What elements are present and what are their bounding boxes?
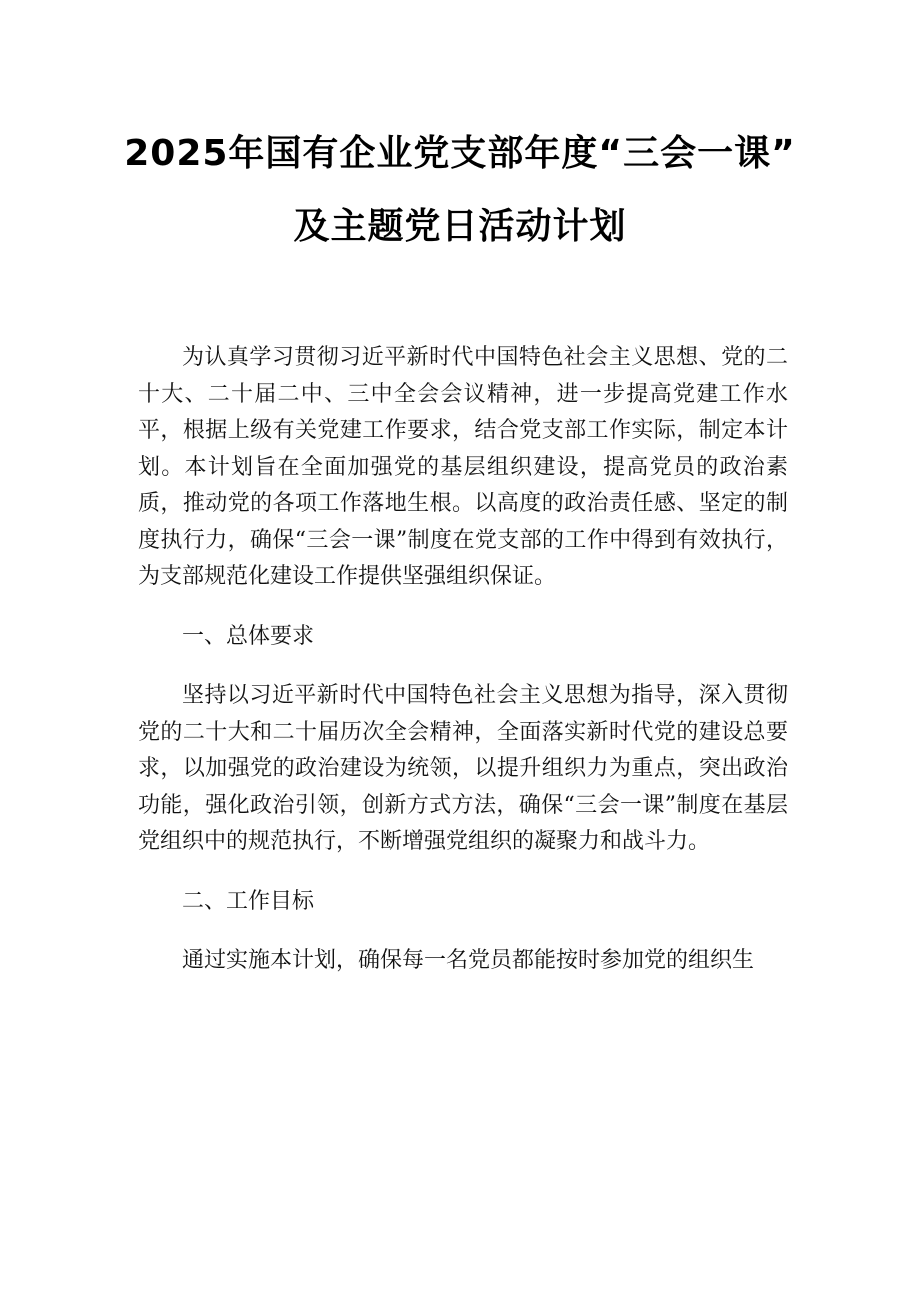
general-requirements-paragraph: 坚持以习近平新时代中国特色社会主义思想为指导，深入贯彻党的二十大和二十届历次全会精神，全面落实新时代党的建设总要求，以加强党的政治建设为统领，以提升组织力为重点，突出政治功能，强化政治引领，创新方式方法，确保“三会一课”制度在基层党组织中的规范执行，不断增强党组织的凝聚力和战斗力。 xyxy=(138,683,788,854)
section-heading-work-goals: 二、工作目标 xyxy=(182,888,315,914)
work-goals-paragraph: 通过实施本计划，确保每一名党员都能按时参加党的组织生 xyxy=(182,948,755,973)
intro-paragraph: 为认真学习贯彻习近平新时代中国特色社会主义思想、党的二十大、二十届二中、三中全会会议精神，进一步提高党建工作水平，根据上级有关党建工作要求，结合党支部工作实际，制定本计划。本计划旨在全面加强党的基层组织建设，提高党员的政治素质，推动党的各项工作落地生根。以高度的政治责任感、坚定的制度执行力，确保“三会一课”制度在党支部的工作中得到有效执行，为支部规范化建设工作提供坚强组织保证。 xyxy=(138,345,788,589)
document-title-line-2: 及主题党日活动计划 xyxy=(293,206,627,247)
section-heading-general-requirements: 一、总体要求 xyxy=(182,623,315,649)
document-title-line-1: 2025年国有企业党支部年度“三会一课” xyxy=(124,133,796,174)
document-body xyxy=(138,340,788,1003)
